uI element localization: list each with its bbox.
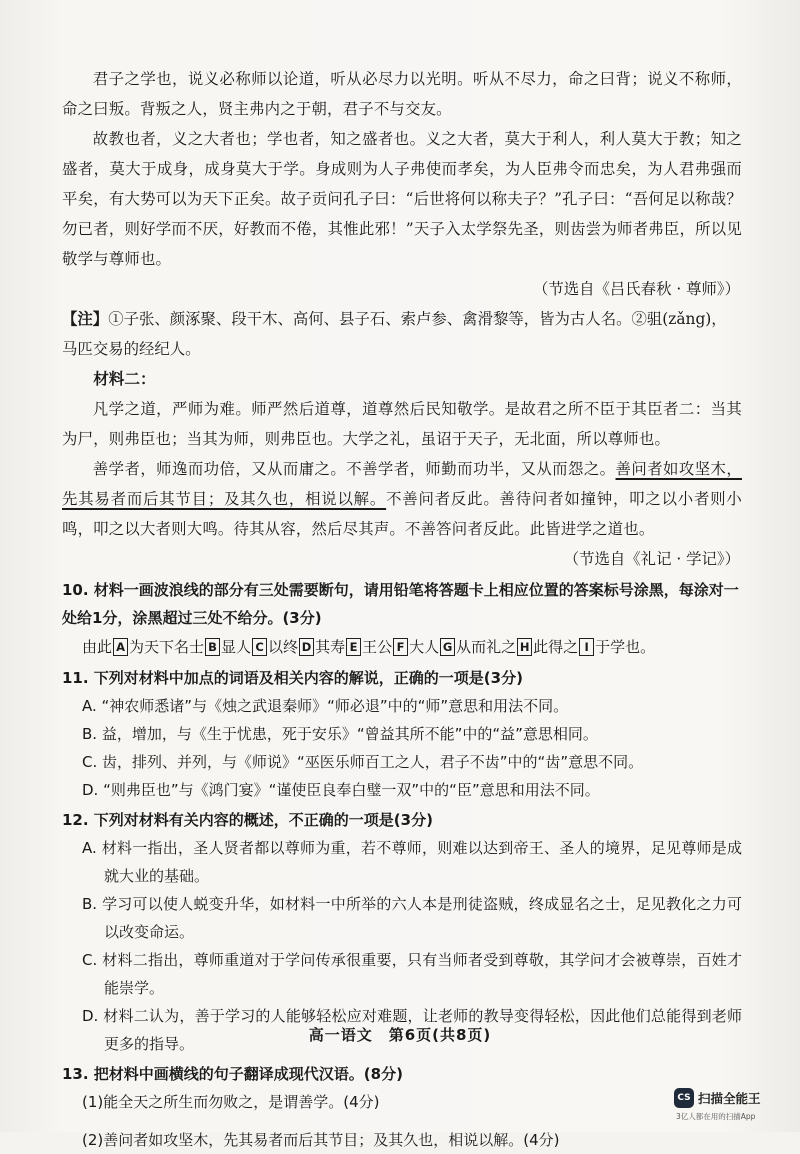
segment: 其寿	[315, 638, 346, 656]
break-box-f[interactable]: F	[393, 638, 408, 656]
material2-paragraph-2	[62, 454, 742, 544]
question-11-option-a[interactable]: A. “神农师悉诸”与《烛之武退秦师》“师必退”中的“师”意思和用法不同。	[82, 697, 569, 715]
question-12-option-c[interactable]: C. 材料二指出，尊师重道对于学问传承很重要，只有当师者受到尊敬，其学问才会被尊崇，百姓才能崇学。	[82, 951, 742, 997]
underlined-sentence: 善问者如攻坚木，先其易者而后其节目；及其久也，相说以解。	[62, 460, 742, 508]
question-11-stem: 11. 下列对材料中加点的词语及相关内容的解说，正确的一项是(3分)	[62, 669, 523, 687]
break-box-g[interactable]: G	[440, 638, 455, 656]
question-11-option-c[interactable]: C. 齿，排列、并列，与《师说》“巫医乐师百工之人，君子不齿”中的“齿”意思不同。	[82, 753, 644, 771]
question-10-break-line	[62, 632, 742, 662]
break-box-a[interactable]: A	[113, 638, 128, 656]
segment: 于学也。	[595, 638, 656, 656]
camscanner-logo-icon: CS	[674, 1088, 694, 1108]
question-12-option-d[interactable]: D. 材料二认为，善于学习的人能够轻松应对难题，让老师的教导变得轻松，因此他们总能得到老师更多的指导。	[82, 1007, 742, 1053]
segment: 此得之	[533, 638, 579, 656]
question-11-option-b[interactable]: B. 益，增加，与《生于忧患，死于安乐》“曾益其所不能”中的“益”意思相同。	[82, 725, 598, 743]
page-footer: 高一语文 第6页(共8页)	[308, 1026, 492, 1044]
segment: 为天下名士	[129, 638, 205, 656]
scanner-watermark	[674, 1088, 786, 1122]
break-box-b[interactable]: B	[205, 638, 220, 656]
note-text: ①子张、颜涿聚、段干木、高何、县子石、索卢参、禽滑黎等，皆为古人名。②驵(zǎng)，马匹交易的经纪人。	[62, 310, 727, 358]
segment: 从而礼之	[456, 638, 517, 656]
question-10-stem: 10. 材料一画波浪线的部分有三处需要断句，请用铅笔将答题卡上相应位置的答案标号涂黑，每涂对一处给1分，涂黑超过三处不给分。(3分)	[62, 581, 739, 627]
material2-source: （节选自《礼记 · 学记》）	[563, 550, 740, 568]
segment: 大人	[409, 638, 440, 656]
break-box-i[interactable]: I	[579, 638, 594, 656]
break-box-e[interactable]: E	[346, 638, 361, 656]
question-12-option-a[interactable]: A. 材料一指出，圣人贤者都以尊师为重，若不尊师，则难以达到帝王、圣人的境界，足见尊师是成就大业的基础。	[82, 839, 742, 885]
material1-source: （节选自《吕氏春秋 · 尊师》）	[532, 280, 740, 298]
watermark-app-name: 扫描全能王	[698, 1091, 761, 1106]
break-box-c[interactable]: C	[252, 638, 267, 656]
material1-paragraph-2: 故教也者，义之大者也；学也者，知之盛者也。义之大者，莫大于利人，利人莫大于教；知之盛者，莫大于成身，成身莫大于学。身成则为人子弗使而孝矣，为人臣弗令而忠矣，为人君弗强而平矣，有大势可以为天下正矣。故子贡问孔子曰：“后世将何以称夫子？”孔子曰：“吾何足以称哉？勿已者，则好学而不厌，好教而不倦，其惟此邪！”天子入太学祭先圣，则齿尝为师者弗臣，所以见敬学与尊师也。	[62, 130, 742, 268]
question-12-option-b[interactable]: B. 学习可以使人蜕变升华，如材料一中所举的六人本是刑徒盗贼，终成显名之士，足见教化之力可以改变命运。	[82, 895, 742, 941]
segment: 王公	[362, 638, 393, 656]
material2-paragraph-1: 凡学之道，严师为难。师严然后道尊，道尊然后民知敬学。是故君之所不臣于其臣者二：当其为尸，则弗臣也；当其为师，则弗臣也。大学之礼，虽诏于天子，无北面，所以尊师也。	[62, 400, 742, 448]
segment: 以终	[268, 638, 299, 656]
segment: 显人	[221, 638, 252, 656]
material2-p2-start: 善学者，师逸而功倍，又从而庸之。不善学者，师勤而功半，又从而怨之。	[92, 460, 616, 478]
question-12-stem: 12. 下列对材料有关内容的概述，不正确的一项是(3分)	[62, 811, 433, 829]
break-box-h[interactable]: H	[517, 638, 532, 656]
page-content	[62, 64, 742, 1154]
note-label: 【注】	[62, 310, 109, 328]
watermark-tagline: 3亿人都在用的扫描App	[676, 1112, 756, 1121]
question-11-option-d[interactable]: D. “则弗臣也”与《鸿门宴》“谨使臣良奉白璧一双”中的“臣”意思和用法不同。	[82, 781, 600, 799]
break-box-d[interactable]: D	[299, 638, 314, 656]
question-13-stem: 13. 把材料中画横线的句子翻译成现代汉语。(8分)	[62, 1065, 403, 1083]
segment: 由此	[82, 638, 113, 656]
material1-paragraph-1: 君子之学也，说义必称师以论道，听从必尽力以光明。听从不尽力，命之曰背；说义不称师，命之曰叛。背叛之人，贤主弗内之于朝，君子不与交友。	[62, 70, 742, 118]
note	[62, 304, 742, 364]
question-13-sentence-2: (2)善问者如攻坚木，先其易者而后其节目；及其久也，相说以解。(4分)	[82, 1131, 560, 1149]
question-13-sentence-1: (1)能全天之所生而勿败之，是谓善学。(4分)	[82, 1093, 380, 1111]
material2-heading: 材料二：	[93, 369, 156, 388]
material2-p2-end: 不善问者反此。善待问者如撞钟，叩之以小者则小鸣，叩之以大者则大鸣。待其从容，然后尽其声。不善答问者反此。此皆进学之道也。	[62, 490, 742, 538]
